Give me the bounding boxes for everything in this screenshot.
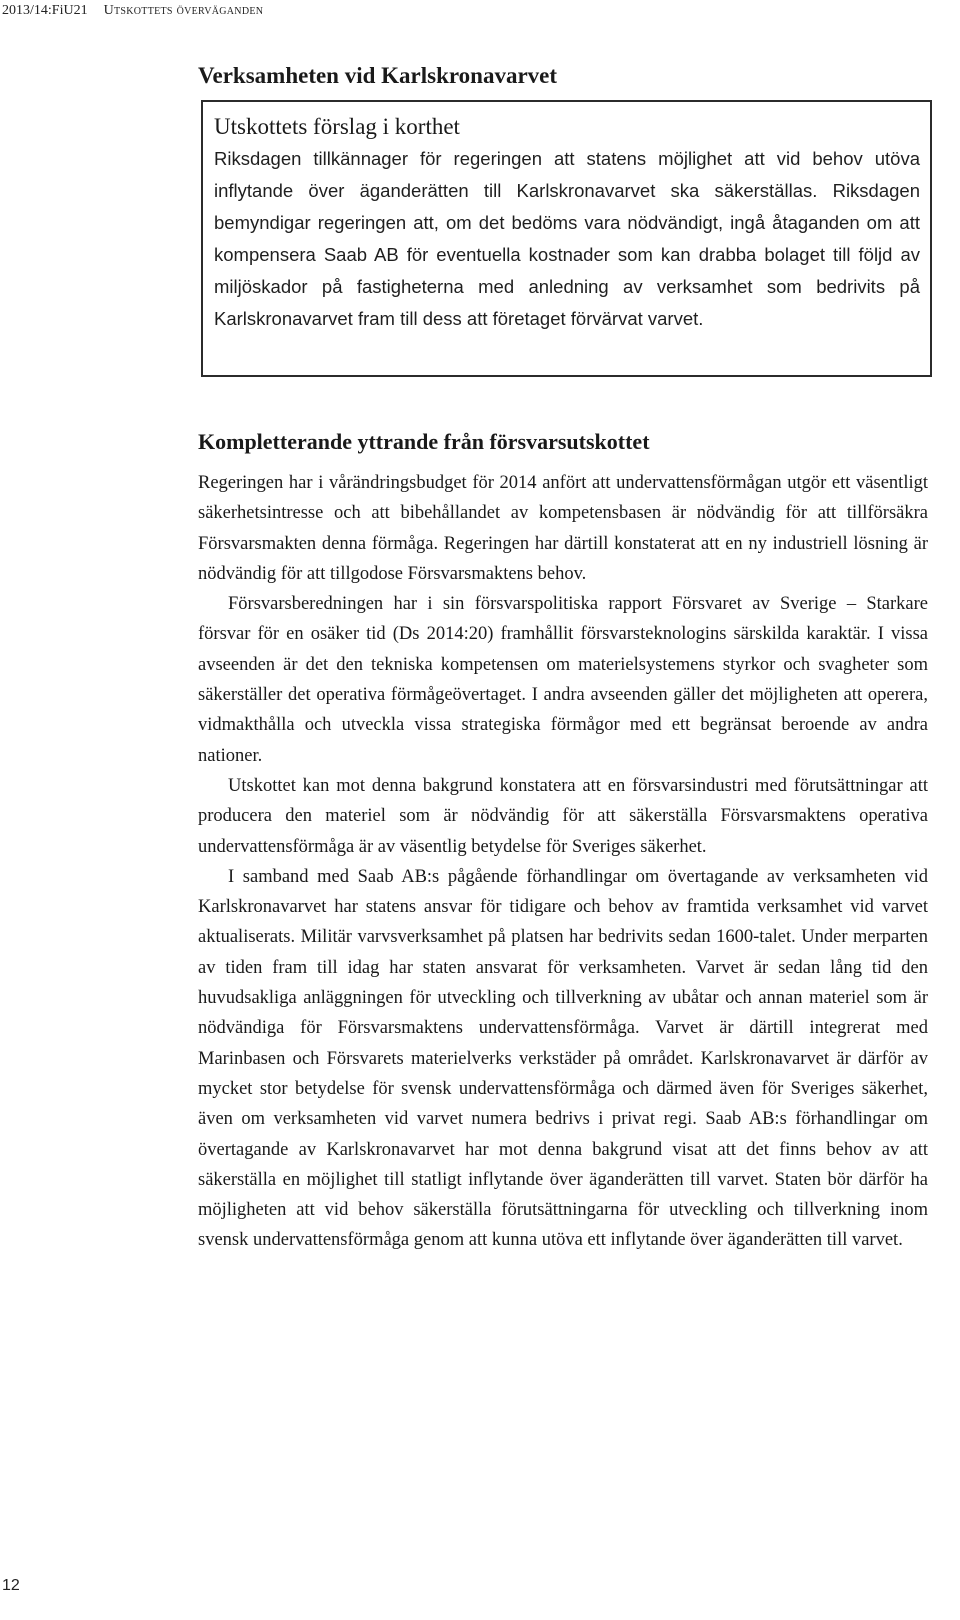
body-paragraph: Försvarsberedningen har i sin försvarspolitiska rapport Försvaret av Sverige – Starkare försvar för en osäker tid (Ds 2014:20) framhållit försvarsteknologins särskilda karaktär. I vissa avseenden är det den tekniska kompetensen om materielsystemens styrkor och svagheter som säkerställer det operativa förmågeövertaget. I andra avseenden gäller det möjligheten att operera, vidmakthålla och utveckla vissa strategiska förmågor med ett begränsat beroende av andra nationer. xyxy=(198,594,928,766)
body-paragraph: Utskottet kan mot denna bakgrund konstatera att en försvarsindustri med förutsättningar att producera den materiel som är nödvändig för att säkerställa Försvarsmaktens operativa undervattensförmåga är av väsentlig betydelse för Sveriges säkerhet. xyxy=(198,775,928,857)
body-paragraph: I samband med Saab AB:s pågående förhandlingar om övertagande av verksamheten vid Karlskronavarvet har statens ansvar för tidigare och behov av framtida verksamhet vid varvet aktualiserats. Militär varvsverksamhet på platsen har bedrivits sedan 1600-talet. Under merparten av tiden fram till idag har staten ansvarat för verksamheten. Varvet är sedan lång tid den huvudsakliga anläggningen för utveckling och tillverkning av ubåtar och annan materiel som är nödvändiga för Försvarsmaktens undervattensförmåga. Varvet är därtill integrerat med Marinbasen och Försvarets materielverks verkstäder på området. Karlskronavarvet är därför av mycket stor betydelse för svensk undervattensförmåga och därmed även för Sveriges säkerhet, även om verksamheten vid varvet numera bedrivs i privat regi. Saab AB:s förhandlingar om övertagande av Karlskronavarvet har mot denna bakgrund visat att det finns behov av att säkerställa en möjlighet till statligt inflytande över äganderätten till varvet. Staten bör därför ha möjligheten att vid behov säkerställa förutsättningarna för utveckling och tillverkning inom svensk undervattensförmåga genom att kunna utöva ett inflytande över äganderätten till varvet. xyxy=(198,866,928,1251)
running-head xyxy=(2,0,263,22)
summary-box xyxy=(201,100,932,377)
committee-opinion-body xyxy=(198,468,928,1256)
committee-opinion-heading: Kompletterande yttrande från försvarsutskottet xyxy=(198,429,650,454)
running-section-title: Utskottets överväganden xyxy=(103,3,264,18)
section-heading: Verksamheten vid Karlskronavarvet xyxy=(198,63,558,88)
page-number: 12 xyxy=(2,1577,20,1594)
summary-title: Utskottets förslag i korthet xyxy=(214,114,460,139)
body-paragraph: Regeringen har i vårändringsbudget för 2014 anfört att undervattensförmågan utgör ett väsentligt säkerhetsintresse och att bibehållandet av kompetensbasen är nödvändig för att tillförsäkra Försvarsmakten denna förmåga. Regeringen har därtill konstaterat att en ny industriell lösning är nödvändig för att tillgodose Försvarsmaktens behov. xyxy=(198,473,928,584)
summary-text: Riksdagen tillkännager för regeringen att statens möjlighet att vid behov utöva inflytande över äganderätten till Karlskronavarvet ska säkerställas. Riksdagen bemyndigar regeringen att, om det bedöms vara nödvändigt, ingå åtaganden om att kompensera Saab AB för eventuella kostnader som kan drabba bolaget till följd av miljöskador på fastigheterna med anledning av verksamhet som bedrivits på Karlskronavarvet fram till dess att företaget förvärvat varvet. xyxy=(214,148,920,329)
document-id: 2013/14:FiU21 xyxy=(2,3,88,18)
